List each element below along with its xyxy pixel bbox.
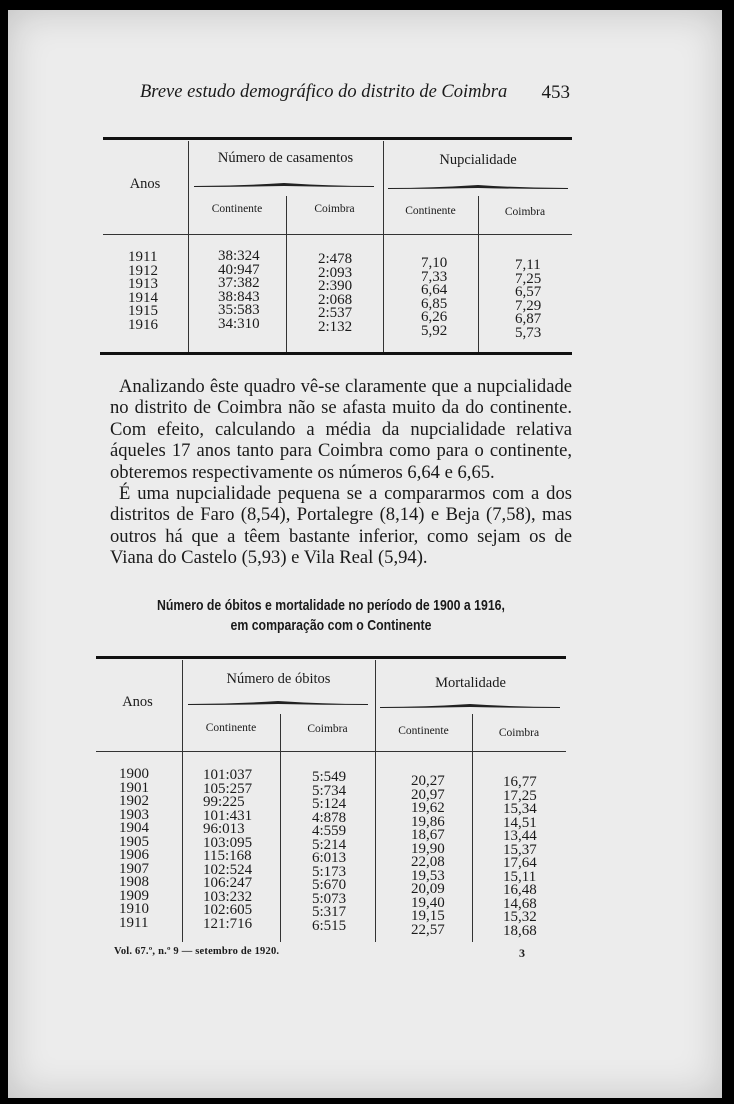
group-obitos: Número de óbitos [226, 671, 331, 687]
deaths-continente-column: 101:037 105:257 99:225 101:431 96:013 103:095 115:168 102:524 106:247 103:232 102:605 121:716 [203, 767, 253, 932]
sub-continente: Continente [205, 722, 257, 734]
table-divider [375, 660, 376, 942]
table-divider [280, 714, 281, 942]
table-divider [286, 196, 287, 353]
years-column: 1900 1901 1902 1903 1904 1905 1906 1907 1908 1909 1910 1911 [119, 766, 149, 931]
mortality-coimbra-column: 16,77 17,25 15,34 14,51 13,44 15,37 17,64 15,11 16,48 14,68 15,32 18,68 [503, 774, 537, 939]
table-bottom-rule [100, 352, 572, 355]
sub-coimbra: Coimbra [307, 723, 348, 735]
table-top-rule [96, 656, 566, 659]
table-title [142, 596, 521, 636]
sub-coimbra: Coimbra [504, 206, 546, 218]
table-top-rule [103, 137, 572, 140]
brace-ornament [388, 184, 568, 189]
paragraph: Analizando êste quadro vê-se claramente que a nupcialidade no distrito de Coimbra não se afasta muito da do continente. Com efeito, calculando a média da nupcialidade relativa áqueles 17 anos tanto para Coimbra como para o continente, obteremos respectivamente os números 6,64 e 6,65. [110, 376, 572, 483]
group-nupcialidade: Nupcialidade [439, 152, 517, 168]
sub-continente: Continente [211, 203, 263, 215]
brace-ornament [188, 700, 368, 705]
deaths-coimbra-column: 5:549 5:734 5:124 4:878 4:559 5:214 6:013 5:173 5:670 5:073 5:317 6:515 [312, 769, 347, 934]
col-anos: Anos [122, 694, 153, 710]
sub-continente: Continente [405, 205, 456, 217]
paragraph: É uma nupcialidade pequena se a compararmos com a dos distritos de Faro (8,54), Portalegre (8,14) e Beja (7,58), mas outros há que a têem bastante inferior, como sejam os de Viana do Castelo (5,93) e Vila Real (5,94). [110, 483, 572, 569]
signature-mark: 3 [519, 946, 525, 960]
table-title-line: em comparação com o Continente [230, 617, 432, 634]
page-number: 453 [541, 82, 570, 103]
col-anos: Anos [129, 176, 161, 192]
brace-ornament [194, 182, 374, 187]
table-divider [478, 196, 479, 353]
table-divider [182, 660, 183, 942]
sub-coimbra: Coimbra [498, 727, 540, 739]
years-column: 1911 1912 1913 1914 1915 1916 [128, 249, 158, 333]
sub-continente: Continente [398, 725, 449, 737]
table-title-line: Número de óbitos e mortalidade no período de 1900 a 1916, [157, 597, 505, 614]
header-rule [103, 234, 572, 235]
group-mortalidade: Mortalidade [435, 675, 506, 691]
running-header [140, 82, 570, 103]
nuptiality-continente-column: 7,10 7,33 6,64 6,85 6,26 5,92 [421, 255, 448, 339]
table-divider [188, 141, 189, 353]
table-divider [472, 714, 473, 942]
nuptiality-coimbra-column: 7,11 7,25 6,57 7,29 6,87 5,73 [515, 257, 542, 341]
marriages-coimbra-column: 2:478 2:093 2:390 2:068 2:537 2:132 [318, 251, 353, 335]
table-divider [383, 141, 384, 353]
sub-coimbra: Coimbra [314, 203, 355, 215]
group-casamentos: Número de casamentos [217, 150, 354, 166]
header-title: Breve estudo demográfico do distrito de Coimbra [140, 82, 508, 102]
mortality-continente-column: 20,27 20,97 19,62 19,86 18,67 19,90 22,08 19,53 20,09 19,40 19,15 22,57 [411, 773, 445, 938]
body-text [110, 376, 572, 569]
brace-ornament [380, 703, 560, 708]
header-rule [96, 751, 566, 752]
footer-volume: Vol. 67.º, n.º 9 — setembro de 1920. [114, 946, 280, 957]
marriages-continente-column: 38:324 40:947 37:382 38:843 35:583 34:310 [218, 248, 260, 332]
